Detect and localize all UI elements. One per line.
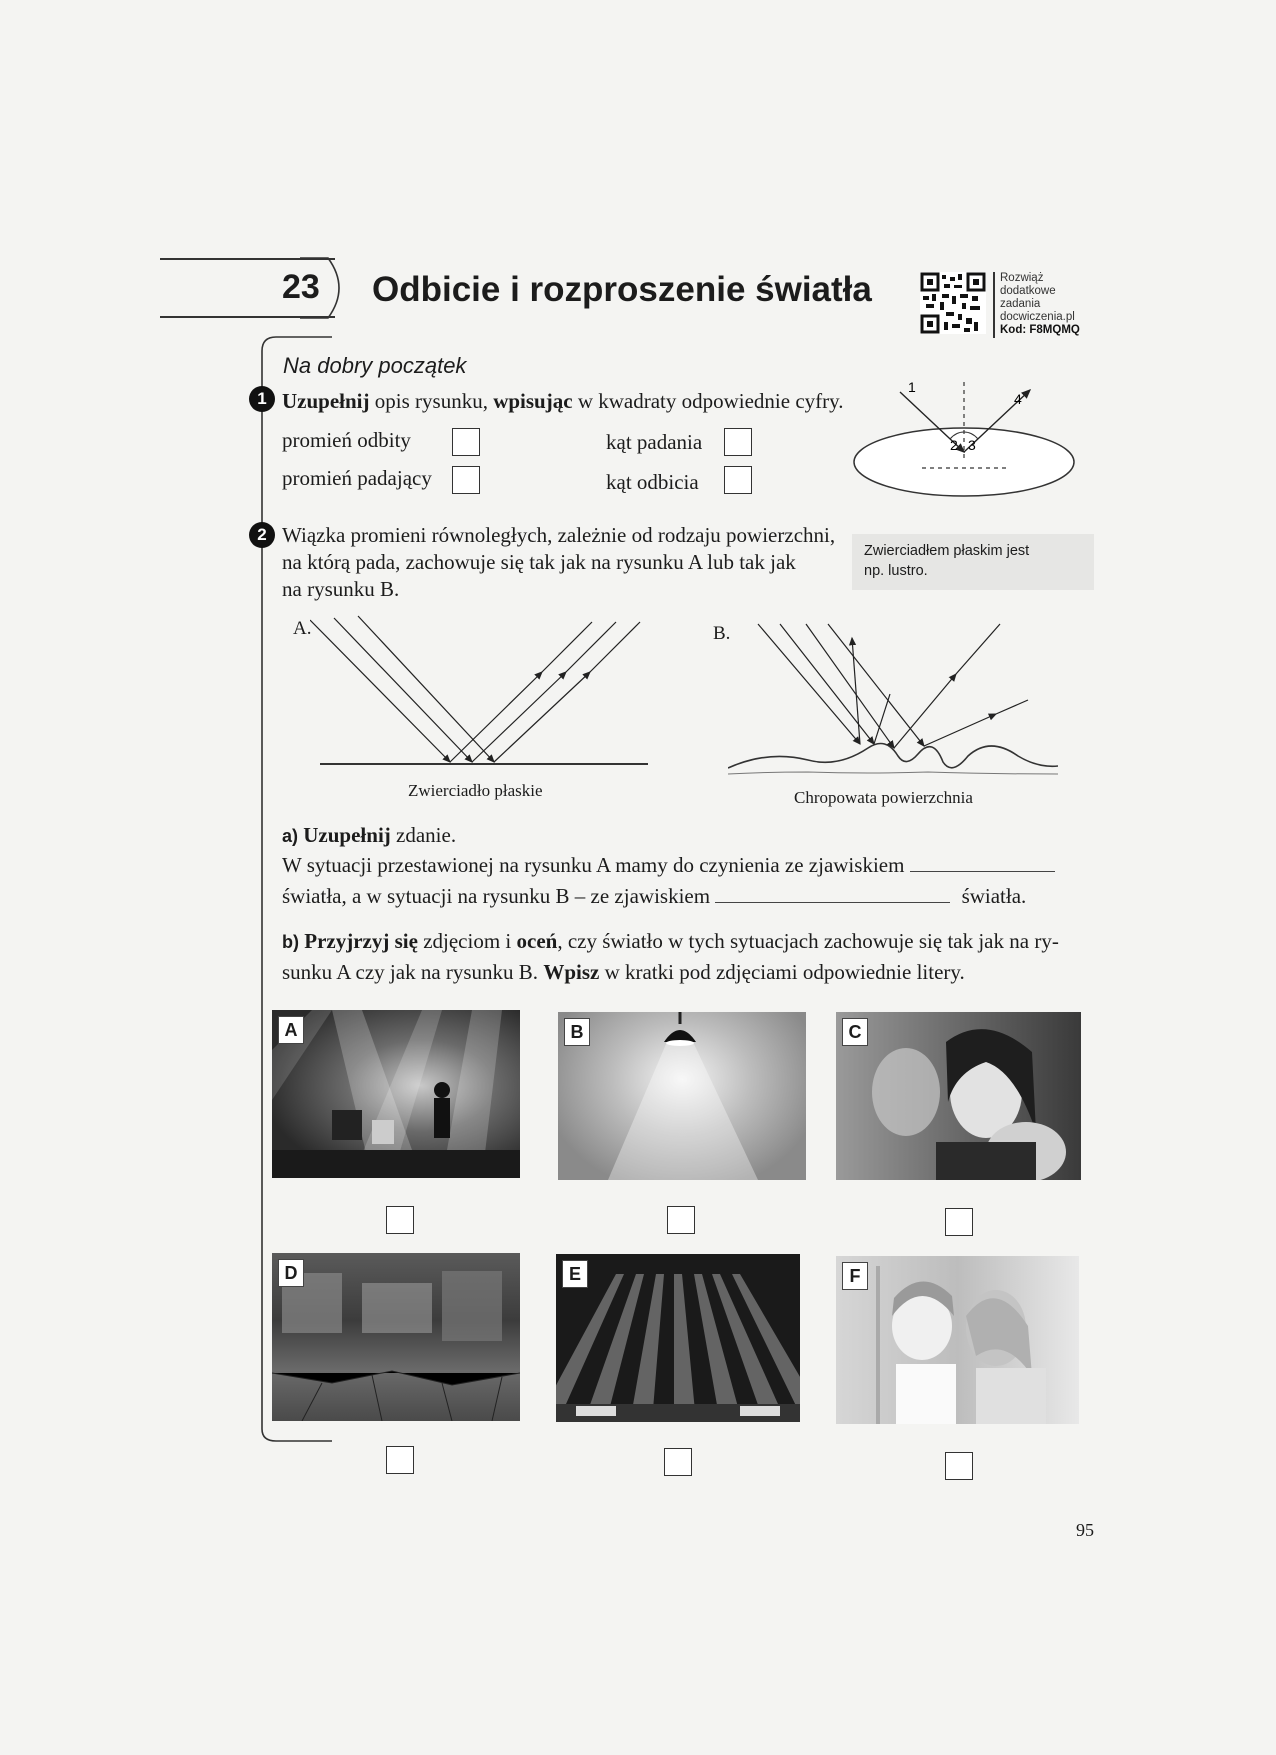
part-b-line2 <box>282 957 1059 987</box>
diagram-number-1: 1 <box>908 380 916 395</box>
part-a-line1 <box>282 853 1055 878</box>
instruction-bold: wpisując <box>493 389 573 413</box>
photo-tag: C <box>842 1018 868 1046</box>
answer-box-photo-e[interactable] <box>664 1448 692 1476</box>
photo-b-lamp <box>558 1012 806 1180</box>
label-incidence-angle: kąt padania <box>606 430 703 454</box>
part-a-bold: Uzupełnij <box>303 823 391 847</box>
info-note <box>852 534 1094 590</box>
label-incident-ray: promień padający <box>282 466 432 490</box>
task2-text <box>282 522 835 603</box>
answer-box-photo-b[interactable] <box>667 1206 695 1234</box>
answer-box-photo-c[interactable] <box>945 1208 973 1236</box>
qr-link[interactable]: docwiczenia.pl <box>1000 311 1075 323</box>
lamp-scene <box>558 1012 806 1180</box>
photo-d-puddle <box>272 1253 520 1421</box>
page-title: Odbicie i rozproszenie światła <box>372 270 872 309</box>
part-b-letter: b) <box>282 932 299 952</box>
qr-code-label: Kod: F8MQMQ <box>1000 324 1080 336</box>
task2-line: Wiązka promieni równoległych, zależnie od rodzaju powierzchni, <box>282 523 836 547</box>
page-number: 95 <box>1076 1520 1094 1540</box>
photo-c-window-reflection <box>836 1012 1081 1180</box>
task2-line: na rysunku B. <box>282 577 400 601</box>
qr-line: dodatkowe <box>1000 285 1056 297</box>
part-a-instruction <box>282 823 456 848</box>
figure-b-label: B. <box>713 623 731 644</box>
photo-e-light-beams <box>556 1254 800 1422</box>
answer-box-photo-a[interactable] <box>386 1206 414 1234</box>
figure-a-label: A. <box>293 618 312 639</box>
part-b-bold: Przyjrzyj się <box>304 929 418 953</box>
answer-blank-2[interactable] <box>715 902 950 903</box>
lesson-number: 23 <box>282 268 320 306</box>
instruction-bold: Uzupełnij <box>282 389 370 413</box>
figure-b-rough-surface <box>728 616 1058 776</box>
diagram-number-3: 3 <box>968 437 976 453</box>
sentence-text: światła, a w sytuacji na rysunku B – ze zjawiskiem <box>282 884 711 908</box>
part-b-line1 <box>282 926 1059 957</box>
answer-box-incident-ray[interactable] <box>452 466 480 494</box>
photo-tag: B <box>564 1018 590 1046</box>
task-number-badge: 2 <box>249 522 275 548</box>
task-number-badge: 1 <box>249 386 275 412</box>
answer-box-photo-f[interactable] <box>945 1452 973 1480</box>
part-b-bold: oceń <box>516 929 558 953</box>
reflection-diagram <box>848 380 1088 500</box>
instruction-text: opis rysunku, <box>369 389 494 413</box>
qr-line: Rozwiąż <box>1000 272 1044 284</box>
answer-box-reflected-ray[interactable] <box>452 428 480 456</box>
task1-instruction <box>282 389 844 414</box>
part-b-text: , czy światło w tych sytuacjach zachowuje się tak jak na ry- <box>557 929 1059 953</box>
answer-box-photo-d[interactable] <box>386 1446 414 1474</box>
photo-f-mirror-girl <box>836 1256 1079 1424</box>
note-line: Zwierciadłem płaskim jest <box>864 543 1030 559</box>
part-a-letter: a) <box>282 826 299 846</box>
diagram-number-2: 2 <box>950 437 958 453</box>
beams-scene <box>556 1254 800 1422</box>
part-b-text: sunku A czy jak na rysunku B. <box>282 960 544 984</box>
figure-b-caption: Chropowata powierzchnia <box>794 788 973 807</box>
photo-tag: D <box>278 1259 304 1287</box>
sentence-text: światła. <box>961 884 1027 908</box>
note-line: np. lustro. <box>864 563 928 579</box>
task2-line: na którą pada, zachowuje się tak jak na rysunku A lub tak jak <box>282 550 796 574</box>
part-b-instruction <box>282 926 1059 987</box>
answer-box-reflection-angle[interactable] <box>724 466 752 494</box>
girl-reflection-scene <box>836 1012 1081 1180</box>
photo-tag: A <box>278 1016 304 1044</box>
part-b-bold: Wpisz <box>543 960 600 984</box>
figure-a-plane-mirror <box>310 612 650 772</box>
figure-a-caption: Zwierciadło płaskie <box>408 781 543 800</box>
diagram-number-4: 4 <box>1014 391 1022 407</box>
puddle-scene <box>272 1253 520 1421</box>
mirror-girl-scene <box>836 1256 1079 1424</box>
answer-blank-1[interactable] <box>910 871 1055 872</box>
part-a-line2 <box>282 884 1026 909</box>
part-b-text: zdjęciom i <box>417 929 517 953</box>
qr-text <box>1000 272 1080 337</box>
section-title: Na dobry początek <box>283 353 467 378</box>
photo-tag: F <box>842 1262 868 1290</box>
answer-box-incidence-angle[interactable] <box>724 428 752 456</box>
instruction-text: w kwadraty odpowiednie cyfry. <box>572 389 844 413</box>
label-reflected-ray: promień odbity <box>282 428 411 452</box>
photo-tag: E <box>562 1260 588 1288</box>
label-reflection-angle: kąt odbicia <box>606 470 699 494</box>
part-a-rest: zdanie. <box>390 823 457 847</box>
stage-lights <box>272 1010 520 1178</box>
part-b-text: w kratki pod zdjęciami odpowiednie litery. <box>599 960 965 984</box>
photo-a-concert <box>272 1010 520 1178</box>
qr-divider <box>993 272 995 338</box>
qr-line: zadania <box>1000 298 1041 310</box>
qr-code-icon[interactable] <box>920 272 986 334</box>
sentence-text: W sytuacji przestawionej na rysunku A mamy do czynienia ze zjawiskiem <box>282 853 905 877</box>
